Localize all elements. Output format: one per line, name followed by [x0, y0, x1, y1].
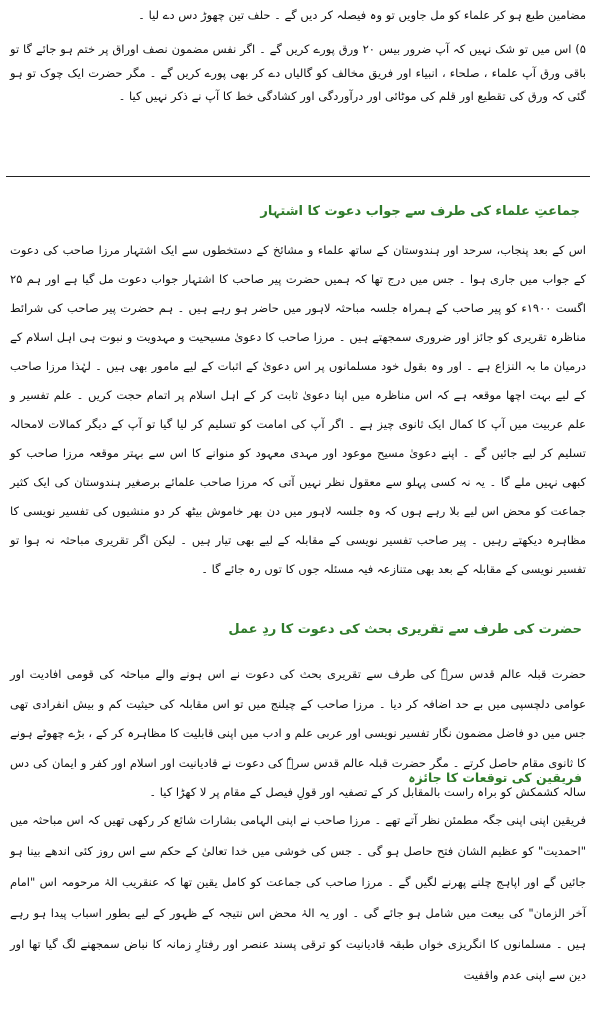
expectations-paragraph: فریقین اپنی اپنی جگہ مطمئن نظر آتے تھے ۔ مرزا صاحب نے اپنی الہامی بشارات شائع کر رکھی تھیں کہ اس مباحثہ میں "احمدیت" کو عظیم الشان فتح حاصل ہو گی ۔ جس کی خوشی میں خدا تعالیٰ کے حکم سے اس روز کئی اندھے بینا ہو جائیں گے اور اپاہج چلنے پھرنے لگیں گے ۔ مرزا صاحب کی جماعت کو کامل یقین تھا کہ عنقریب الہٰ مرحومہ اس "امام آخر الزمان" کی بیعت میں شامل ہو جائے گی ۔ اور یہ الہٰ محض اس نتیجہ کے ظہور کے لیے بطور اسباب پیدا ہو رہے ہیں ۔ مسلمانوں کا انگریزی خواں طبقہ قادیانیت کو ترقی پسند عنصر اور رفتارِ زمانہ کا نباض سمجھنے لگ گیا تھا اور دین سے اپنی عدم واقفیت	[10, 813, 586, 982]
point-five-paragraph: ۵) اس میں تو شک نہیں کہ آپ ضرور بیس ۲۰ ورق پورے کریں گے ۔ اگر نفس مضمون نصف اوراق پر ختم ہو جائے گا تو باقی ورق آپ علماء ، صلحاء ، انبیاء اور فریق مخالف کو گالیاں دے کر بھی پورے کریں گے ۔ مگر حضرت ایک چوک تو ہو گئی کہ ورق کی تقطیع اور قلم کی موٹائی اور درآوردگی اور کشادگی خط کا آپ نے ذکر نہیں کیا ۔	[10, 42, 586, 103]
intro-paragraph: مضامین طبع ہو کر علماء کو مل جاویں تو وہ فیصلہ کر دیں گے ۔ حلف تین چھوڑ دس دے لیا ۔	[138, 8, 586, 22]
expectations-heading: فریقین کی توقعات کا جائزہ	[408, 770, 582, 785]
reaction-paragraph: حضرت قبلہ عالم قدس سرہٗ کی طرف سے تقریری بحث کی دعوت نے اس ہونے والے مباحثہ کی قومی افادیت اور عوامی دلچسپی میں بے حد اضافہ کر دیا ۔ مرزا صاحب کے چیلنج میں تو اس مقابلہ کی حیثیت کم و بیش انفرادی تھی جس میں دو فاضل مضمون نگار تفسیر نویسی اور عربی علم و ادب میں اپنی قابلیت کا مظاہرہ کر کے ، بڑے چھوٹے ہونے کا ثانوی مقام حاصل کرتے ۔ مگر حضرت قبلہ عالم قدس سرہٗ کی دعوت نے قادیانیت اور اسلام اور کفر و ایمان کی دس سالہ کشمکش کو براہ راست بالمقابل کر کے تصفیہ اور قولِ فیصل کے مقام پر لا کھڑا کیا ۔	[10, 667, 586, 799]
reaction-heading: حضرت کی طرف سے تقریری بحث کی دعوت کا ردِ عمل	[228, 622, 582, 637]
section-divider	[6, 176, 590, 177]
invitation-paragraph: اس کے بعد پنجاب، سرحد اور ہندوستان کے ساتھ علماء و مشائخ کے دستخطوں سے ایک اشتہار مرزا صاحب کی دعوت کے جواب میں جاری ہوا ۔ جس میں درج تھا کہ ہمیں حضرت پیر صاحب کا اشتہار جواب دعوت مل گیا ہے اور ہم ۲۵ اگست ۱۹۰۰ء کو پیر صاحب کے ہمراہ جلسہ مباحثہ لاہور میں حاضر ہو رہے ہیں ۔ ہم حضرت پیر صاحب کی شرائط مناظرہ تقریری کو جائز اور ضروری سمجھتے ہیں ۔ مرزا صاحب کا دعویٰ مسیحیت و مہدویت و نبوت ہی اہل اسلام کے درمیان ما بہ النزاع ہے ۔ اور وہ بقول خود مسلمانوں پر اس دعویٰ کے اثبات کے لیے مامور بھی ہیں ۔ لہٰذا مرزا صاحب کے لیے بہت اچھا موقعہ ہے کہ اس مناظرہ میں اپنا دعویٰ ثابت کر کے اہل اسلام پر اتمام حجت کریں ۔ علم تفسیر و علم عربیت میں آپ کا کمال ایک ثانوی چیز ہے ۔ اگر آپ کی امامت کو تسلیم کر لیا گیا تو آپ کے دیگر کمالات لامحالہ تسلیم کر لیے جائیں گے ۔ اپنے دعویٰ مسیح موعود اور مہدی معہود کو منوانے کا اس سے بہتر موقعہ مرزا صاحب کو کبھی نہیں ملے گا ۔ یہ نہ کسی پہلو سے معقول نظر نہیں آتی کہ مرزا صاحب علمائے برصغیر ہندوستان کی ایک کثیر جماعت کو محض اس لیے بلا رہے ہوں کہ وہ جلسہ لاہور میں دن بھر خاموش بیٹھ کر دو منشیوں کی تفسیر نویسی کا مظاہرہ دیکھتے رہیں ۔ پیر صاحب تفسیر نویسی کے مقابلہ کے لیے بھی تیار ہیں ۔ لیکن اگر تقریری مباحثہ نہ ہوا تو تفسیر نویسی کے مقابلہ کے بعد بھی متنازعہ فیہ مسئلہ جوں کا توں رہ جائے گا ۔	[10, 243, 586, 576]
invitation-heading: جماعتِ علماء کی طرف سے جواب دعوت کا اشتہار	[260, 204, 580, 219]
